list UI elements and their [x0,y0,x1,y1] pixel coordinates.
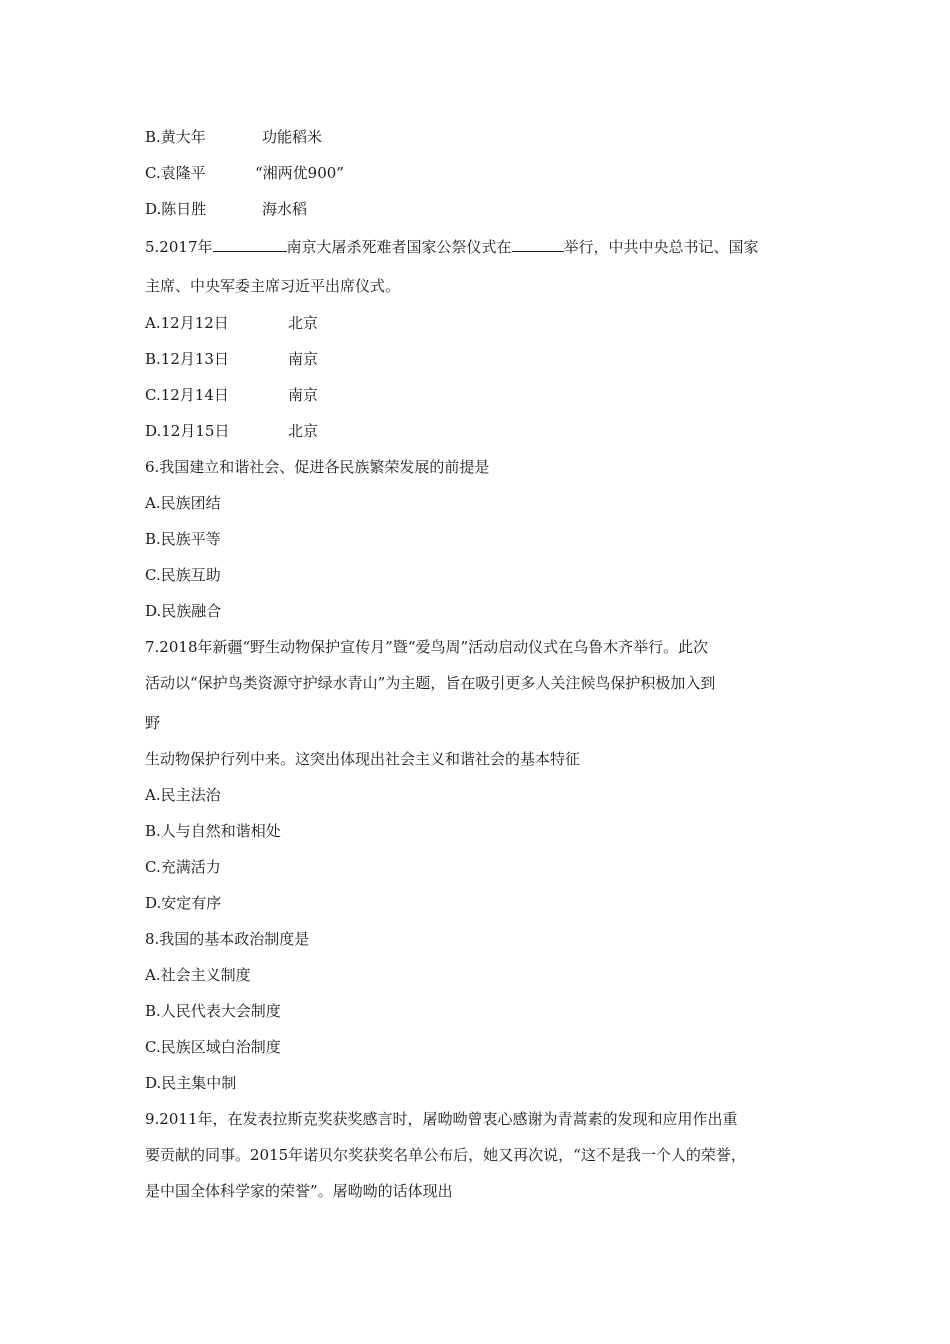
option-person: 陈日胜 [161,200,207,218]
q6-option-b: B.民族平等 [145,530,221,548]
q4-option-c [145,163,344,183]
option-achievement: “湘两优900” [255,164,344,182]
q6-stem: 6.我国建立和谐社会、促进各民族繁荣发展的前提是 [145,458,490,476]
q8-option-a: A.社会主义制度 [145,966,251,984]
q7-option-d: D.安定有序 [145,894,222,912]
q5-option-d [145,421,319,441]
option-person: 黄大年 [160,128,206,146]
q5-option-a [145,313,319,333]
q5-option-c [145,385,319,405]
q6-option-a: A.民族团结 [145,494,221,512]
q4-option-b [145,127,323,147]
q8-stem: 8.我国的基本政治制度是 [145,930,310,948]
option-date: 12月14日 [160,386,229,404]
q4-option-d [145,199,308,219]
option-date: 12月13日 [160,350,229,368]
q9-stem-line-2: 要贡献的同事。2015年诺贝尔奖获奖名单公布后，她又再次说，“这不是我一个人的荣誉， [145,1146,746,1164]
q7-option-c: C.充满活力 [145,858,221,876]
option-place: 北京 [288,314,319,332]
q8-option-d: D.民主集中制 [145,1074,237,1092]
q5-stem-line-2: 主席、中央军委主席习近平出席仪式。 [145,277,401,295]
q5-stem-part: 举行，中共中央总书记、国家 [563,238,759,256]
option-letter: A. [145,314,161,332]
q5-option-b [145,349,319,369]
option-letter: B. [145,350,161,368]
option-letter: B. [145,128,161,146]
option-date: 12月15日 [161,422,230,440]
answer-blank [512,235,564,252]
q5-stem-part: 5.2017年 [145,238,213,256]
q9-stem-line-1: 9.2011年，在发表拉斯克奖获奖感言时，屠呦呦曾衷心感谢为青蒿素的发现和应用作出重 [145,1110,738,1128]
q7-option-b: B.人与自然和谐相处 [145,822,281,840]
q6-option-c: C.民族互助 [145,566,221,584]
option-person: 袁隆平 [160,164,206,182]
option-letter: C. [145,164,161,182]
q7-stem-line-1: 7.2018年新疆“野生动物保护宣传月”暨“爱鸟周”活动启动仪式在乌鲁木齐举行。此次 [145,638,709,656]
q8-option-b: B.人民代表大会制度 [145,1002,281,1020]
q8-option-c: C.民族区域白治制度 [145,1038,281,1056]
option-achievement: 功能稻米 [262,128,323,146]
answer-blank [213,235,287,252]
q9-stem-line-3: 是中国全体科学家的荣誉”。屠呦呦的话体现出 [145,1182,453,1200]
q7-stem-line-2: 活动以“保护鸟类资源守护绿水青山”为主题，旨在吸引更多人关注候鸟保护积极加入到 [145,674,716,692]
option-letter: C. [145,386,161,404]
option-place: 北京 [288,422,319,440]
q5-stem-line-1 [145,235,759,257]
q7-option-a: A.民主法治 [145,786,221,804]
q7-stem-line-3: 野 [145,714,161,732]
option-date: 12月12日 [160,314,229,332]
q5-stem-part: 南京大屠杀死难者国家公祭仪式在 [286,238,512,256]
option-letter: D. [145,422,162,440]
q7-stem-line-4: 生动物保护行列中来。这突出体现出社会主义和谐社会的基本特征 [145,750,581,768]
option-achievement: 海水稻 [262,200,308,218]
option-place: 南京 [288,350,319,368]
option-letter: D. [145,200,162,218]
option-place: 南京 [288,386,319,404]
q6-option-d: D.民族融合 [145,602,222,620]
